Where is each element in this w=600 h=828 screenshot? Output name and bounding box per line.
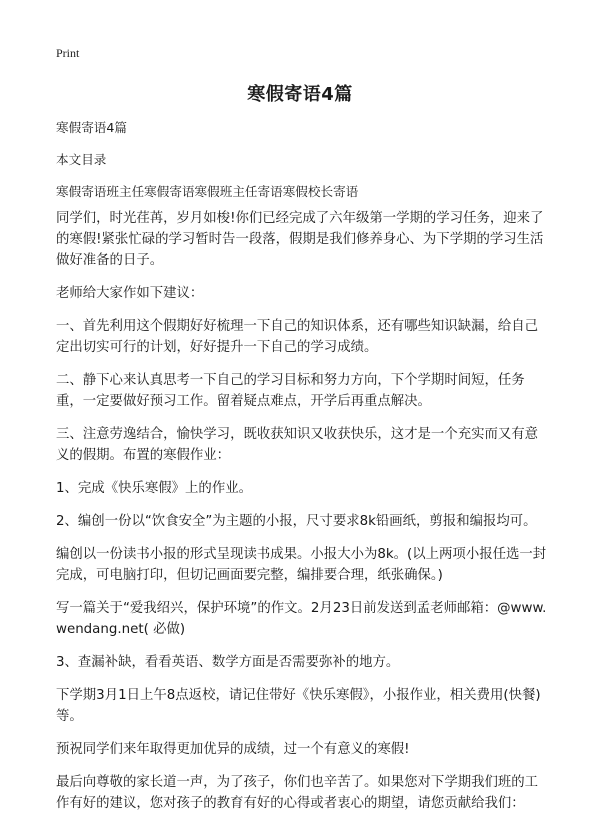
paragraph-wishes: 预祝同学们来年取得更加优异的成绩，过一个有意义的寒假!	[56, 742, 410, 757]
paragraph-return-date: 下学期3月1日上午8点返校，请记住带好《快乐寒假》，小报作业，相关费用(快餐)等。	[56, 688, 541, 724]
paragraph-homework-2: 2、编创一份以“饮食安全”为主题的小报，尺寸要求8k铅画纸，剪报和编报均可。	[56, 514, 537, 529]
paragraph-intro: 同学们，时光荏苒，岁月如梭!你们已经完成了六年级第一学期的学习任务，迎来了的寒假!紧张忙碌的学习暂时告一段落，假期是我们修养身心、为下学期的学习生活做好准备的日子。	[56, 211, 544, 268]
page-title: 寒假寄语4篇	[247, 84, 353, 105]
paragraph-homework-1: 1、完成《快乐寒假》上的作业。	[56, 481, 252, 496]
document-body	[56, 118, 548, 814]
paragraph-suggestion-2: 二、静下心来认真思考一下自己的学习目标和努力方向，下个学期时间短，任务重，一定要做好预习工作。留着疑点难点，开学后再重点解决。	[56, 373, 525, 409]
paragraph-essay: 写一篇关于“爱我绍兴，保护环境”的作文。2月23日前发送到孟老师邮箱：@www.wendang.net( 必做)	[56, 601, 547, 637]
paragraph-toc-items: 寒假寄语班主任寒假寄语寒假班主任寄语寒假校长寄语	[56, 184, 359, 199]
paragraph-toc-heading: 本文目录	[56, 152, 107, 167]
paragraph-suggestion-lead: 老师给大家作如下建议：	[56, 286, 204, 301]
paragraph-reading-report: 编创以一份读书小报的形式呈现读书成果。小报大小为8k。(以上两项小报任选一封完成，可电脑打印，但切记画面要完整，编排要合理，纸张确保。)	[56, 547, 547, 583]
paragraph-subtitle: 寒假寄语4篇	[56, 120, 127, 135]
paragraph-suggestion-1: 一、首先利用这个假期好好梳理一下自己的知识体系，还有哪些知识缺漏，给自己定出切实可行的计划，好好提升一下自己的学习成绩。	[56, 319, 539, 355]
paragraph-suggestion-3: 三、注意劳逸结合，愉快学习，既收获知识又收获快乐，这才是一个充实而又有意义的假期。布置的寒假作业：	[56, 427, 539, 463]
paragraph-homework-3: 3、查漏补缺，看看英语、数学方面是否需要弥补的地方。	[56, 655, 400, 670]
paragraph-parents: 最后向尊敬的家长道一声，为了孩子，你们也辛苦了。如果您对下学期我们班的工作有好的建议，您对孩子的教育有好的心得或者衷心的期望，请您贡献给我们：	[56, 775, 539, 811]
print-link[interactable]: Print	[56, 46, 80, 60]
